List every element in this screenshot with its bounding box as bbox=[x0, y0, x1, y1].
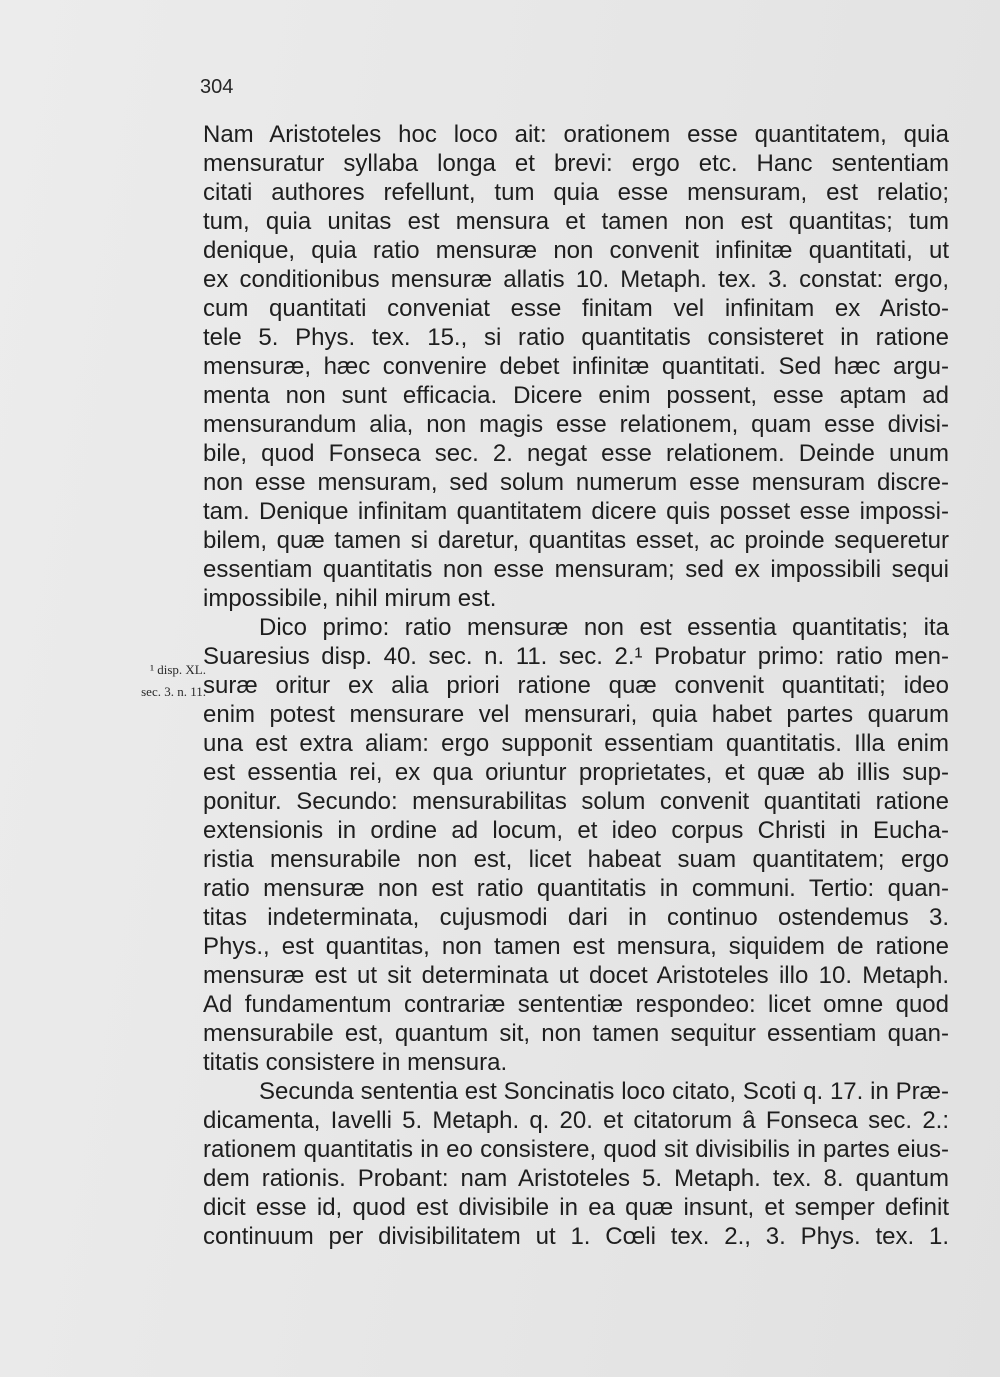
text-line: ratio mensuræ non est ratio quantitatis in communi. Tertio: quan- bbox=[203, 875, 949, 902]
text-line: titas indeterminata, cujusmodi dari in continuo ostendemus 3. bbox=[203, 904, 949, 931]
text-line: citati authores refellunt, tum quia esse mensuram, est relatio; bbox=[203, 179, 949, 206]
text-line: extensionis in ordine ad locum, et ideo corpus Christi in Eucha- bbox=[203, 817, 949, 844]
text-line: mensurandum alia, non magis esse relationem, quam esse divisi- bbox=[203, 411, 949, 438]
text-line: essentiam quantitatis non esse mensuram; sed ex impossibili sequi bbox=[203, 556, 949, 583]
text-line: tum, quia unitas est mensura et tamen non est quantitas; tum bbox=[203, 208, 949, 235]
text-line: tam. Denique infinitam quantitatem dicere quis posset esse impossi- bbox=[203, 498, 949, 525]
text-line: dicamenta, Iavelli 5. Metaph. q. 20. et citatorum â Fonseca sec. 2.: bbox=[203, 1107, 949, 1134]
text-line: Dico primo: ratio mensuræ non est essentia quantitatis; ita bbox=[259, 614, 949, 641]
text-line: dicit esse id, quod est divisibile in ea quæ insunt, et semper definit bbox=[203, 1194, 949, 1221]
text-line: Phys., est quantitas, non tamen est mensura, siquidem de ratione bbox=[203, 933, 949, 960]
marginal-note-line: ¹ disp. XL. bbox=[150, 662, 206, 677]
text-line: denique, quia ratio mensuræ non convenit infinitæ quantitati, ut bbox=[203, 237, 949, 264]
text-line: ex conditionibus mensuræ allatis 10. Metaph. tex. 3. constat: ergo, bbox=[203, 266, 949, 293]
text-line: rationem quantitatis in eo consistere, quod sit divisibilis in partes eius- bbox=[203, 1136, 949, 1163]
text-line: impossibile, nihil mirum est. bbox=[203, 585, 497, 612]
text-line: mensuræ, hæc convenire debet infinitæ quantitati. Sed hæc argu- bbox=[203, 353, 949, 380]
text-line: ponitur. Secundo: mensurabilitas solum convenit quantitati ratione bbox=[203, 788, 949, 815]
page-number: 304 bbox=[200, 76, 234, 98]
text-line: Nam Aristoteles hoc loco ait: orationem esse quantitatem, quia bbox=[203, 121, 949, 148]
text-line: dem rationis. Probant: nam Aristoteles 5. Metaph. tex. 8. quantum bbox=[203, 1165, 949, 1192]
text-line: mensurabile est, quantum sit, non tamen sequitur essentiam quan- bbox=[203, 1020, 949, 1047]
text-line: ristia mensurabile non est, licet habeat suam quantitatem; ergo bbox=[203, 846, 949, 873]
text-line: cum quantitati conveniat esse finitam vel infinitam ex Aristo- bbox=[203, 295, 949, 322]
marginal-footnote bbox=[82, 659, 206, 703]
text-line: continuum per divisibilitatem ut 1. Cœli tex. 2., 3. Phys. tex. 1. bbox=[203, 1223, 949, 1250]
text-line: Ad fundamentum contrariæ sententiæ respondeo: licet omne quod bbox=[203, 991, 949, 1018]
body-text bbox=[203, 120, 949, 1251]
text-line: una est extra aliam: ergo supponit essentiam quantitatis. Illa enim bbox=[203, 730, 949, 757]
text-line: bile, quod Fonseca sec. 2. negat esse relationem. Deinde unum bbox=[203, 440, 949, 467]
text-line: mensuræ est ut sit determinata ut docet Aristoteles illo 10. Metaph. bbox=[203, 962, 949, 989]
text-line: est essentia rei, ex qua oriuntur proprietates, et quæ ab illis sup- bbox=[203, 759, 949, 786]
text-line: Secunda sententia est Soncinatis loco citato, Scoti q. 17. in Præ- bbox=[259, 1078, 949, 1105]
text-line: Suaresius disp. 40. sec. n. 11. sec. 2.¹ Probatur primo: ratio men- bbox=[203, 643, 949, 670]
text-line: menta non sunt efficacia. Dicere enim possent, esse aptam ad bbox=[203, 382, 949, 409]
text-line: mensuratur syllaba longa et brevi: ergo etc. Hanc sententiam bbox=[203, 150, 949, 177]
text-line: enim potest mensurare vel mensurari, quia habet partes quarum bbox=[203, 701, 949, 728]
marginal-note-line: sec. 3. n. 11. bbox=[141, 684, 206, 699]
text-line: bilem, quæ tamen si daretur, quantitas esset, ac proinde sequeretur bbox=[203, 527, 949, 554]
text-line: non esse mensuram, sed solum numerum esse mensuram discre- bbox=[203, 469, 949, 496]
text-line: titatis consistere in mensura. bbox=[203, 1049, 508, 1076]
text-line: suræ oritur ex alia priori ratione quæ convenit quantitati; ideo bbox=[203, 672, 949, 699]
text-line: tele 5. Phys. tex. 15., si ratio quantitatis consisteret in ratione bbox=[203, 324, 949, 351]
